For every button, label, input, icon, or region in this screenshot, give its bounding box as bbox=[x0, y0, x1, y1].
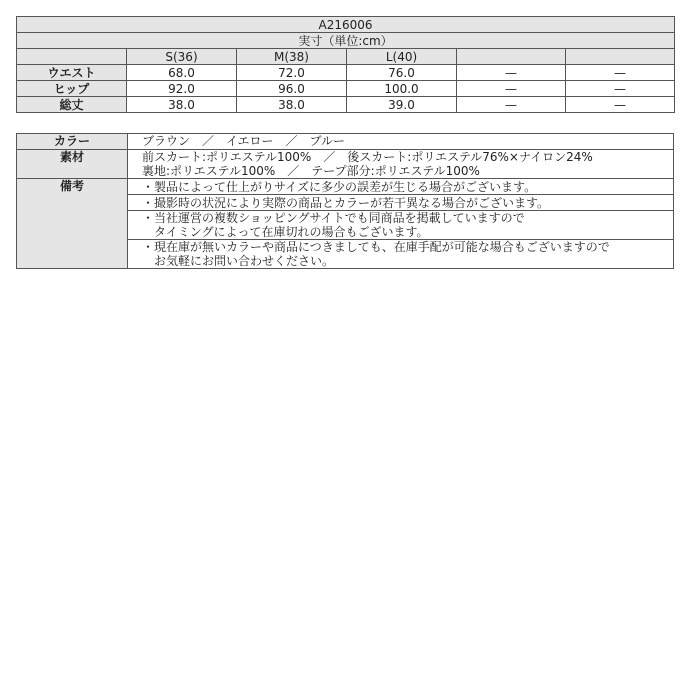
table-row bbox=[17, 81, 675, 97]
note-item bbox=[128, 179, 674, 195]
unit-caption: 実寸（単位:cm） bbox=[17, 33, 675, 49]
note-line: ・当社運営の複数ショッピングサイトでも同商品を掲載していますので bbox=[142, 211, 525, 225]
note-line: ・撮影時の状況により実際の商品とカラーが若干異なる場合がございます。 bbox=[142, 195, 550, 210]
table-row bbox=[17, 97, 675, 113]
product-info-table bbox=[16, 133, 674, 269]
size-header: L(40) bbox=[347, 49, 457, 65]
size-header-blank bbox=[17, 49, 127, 65]
note-line: ・現在庫が無いカラーや商品につきましても、在庫手配が可能な場合もございますので bbox=[142, 240, 610, 254]
measurement-cell: — bbox=[457, 81, 566, 97]
size-header-row bbox=[17, 49, 675, 65]
color-value: ブラウン ／ イエロー ／ ブルー bbox=[128, 134, 674, 150]
size-table bbox=[16, 16, 675, 113]
measurement-cell: 100.0 bbox=[347, 81, 457, 97]
color-row bbox=[17, 134, 674, 150]
product-code: A216006 bbox=[17, 17, 675, 33]
material-label: 素材 bbox=[17, 150, 128, 179]
note-item bbox=[128, 195, 674, 211]
material-line: 前スカート:ポリエステル100% ／ 後スカート:ポリエステル76%×ナイロン24% bbox=[142, 150, 593, 164]
measurement-cell: — bbox=[566, 81, 675, 97]
table-row bbox=[17, 65, 675, 81]
size-header: M(38) bbox=[237, 49, 347, 65]
measurement-cell: 39.0 bbox=[347, 97, 457, 113]
measurement-cell: 72.0 bbox=[237, 65, 347, 81]
measurement-cell: 38.0 bbox=[237, 97, 347, 113]
measurement-cell: — bbox=[457, 65, 566, 81]
size-header bbox=[566, 49, 675, 65]
notes-row bbox=[17, 179, 674, 195]
note-item bbox=[128, 240, 674, 269]
measurement-cell: — bbox=[566, 97, 675, 113]
note-line: タイミングによって在庫切れの場合もございます。 bbox=[142, 225, 429, 239]
measurement-cell: 76.0 bbox=[347, 65, 457, 81]
color-label: カラー bbox=[17, 134, 128, 150]
material-value bbox=[128, 150, 674, 179]
measurement-cell: — bbox=[457, 97, 566, 113]
row-label: 総丈 bbox=[17, 97, 127, 113]
notes-label: 備考 bbox=[17, 179, 128, 269]
measurement-cell: 68.0 bbox=[127, 65, 237, 81]
measurement-cell: 96.0 bbox=[237, 81, 347, 97]
measurement-cell: 38.0 bbox=[127, 97, 237, 113]
row-label: ヒップ bbox=[17, 81, 127, 97]
note-line: ・製品によって仕上がりサイズに多少の誤差が生じる場合がございます。 bbox=[142, 179, 537, 194]
note-line: お気軽にお問い合わせください。 bbox=[142, 254, 335, 268]
material-row bbox=[17, 150, 674, 179]
measurement-cell: — bbox=[566, 65, 675, 81]
row-label: ウエスト bbox=[17, 65, 127, 81]
size-header: S(36) bbox=[127, 49, 237, 65]
measurement-cell: 92.0 bbox=[127, 81, 237, 97]
note-item bbox=[128, 211, 674, 240]
material-line: 裏地:ポリエステル100% ／ テープ部分:ポリエステル100% bbox=[142, 164, 480, 178]
size-header bbox=[457, 49, 566, 65]
